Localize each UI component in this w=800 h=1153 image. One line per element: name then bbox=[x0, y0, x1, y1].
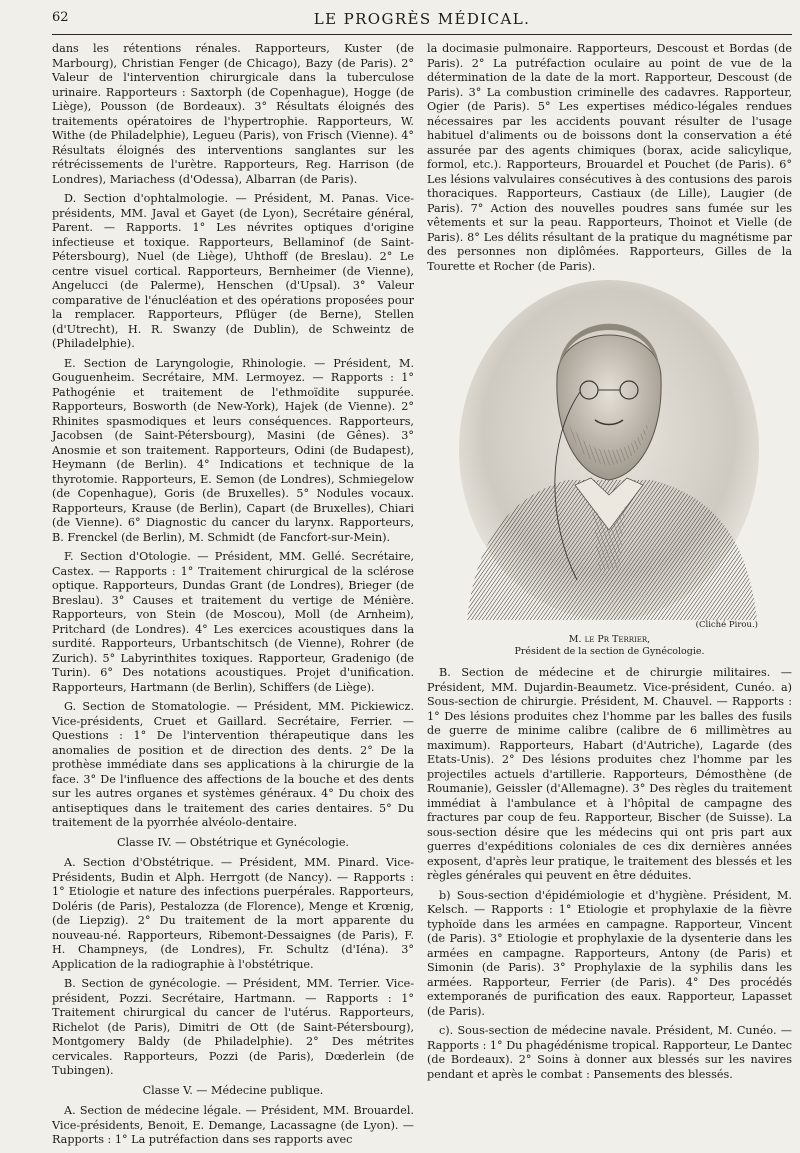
paragraph-urology-continued: dans les rétentions rénales. Rapporteurs, Kuster (de Marbourg), Christian Fenger (de Chicago), Bazy (de Paris). 2° Valeur de l'intervention chirurgicale dans la tuberculose urinaire. Rapporteurs : Saxtorph (de Copenhague), Hogge (de Liège), Pousson (de Bordeaux). 3° Résultats éloignés des traitements opératoires de l'hypertrophie. Rapporteurs, W. Withe (de Philadelphie), Legueu (Paris), von Frisch (Vienne). 4° Résultats éloignés des interventions sanglantes sur les rétrécissements de l'urètre. Rapporteurs, Reg. Harrison (de Londres), Mariachess (d'Odessa), Albarran (de Paris). bbox=[52, 42, 414, 186]
paragraph-laryngology: E. Section de Laryngologie, Rhinologie. — Président, M. Gouguenheim. Secrétaire, MM. Lermoyez. — Rapports : 1° Pathogénie et traitement de l'ethmoïdite suppurée. Rapporteurs, Bosworth (de New-York), Hajek (de Vienne). 2° Rhinites spasmodiques et leurs conséquences. Rapporteurs, Jacobsen (de Saint-Pétersbourg), Masini (de Gênes). 3° Anosmie et son traitement. Rapporteurs, Odini (de Budapest), Heymann (de Berlin). 4° Indications et technique de la thyrotomie. Rapporteurs, E. Semon (de Londres), Schmiegelow (de Copenhague), Goris (de Bruxelles). 5° Nodules vocaux. Rapporteurs, Krause (de Berlin), Capart (de Bruxelles), Chiari (de Vienne). 6° Diagnostic du cancer du larynx. Rapporteurs, B. Frenckel (de Berlin), M. Schmidt (de Fancfort-sur-Mein). bbox=[52, 356, 414, 544]
paragraph-naval-medicine: c). Sous-section de médecine navale. Président, M. Cunéo. — Rapports : 1° Du phagédénisme tropical. Rapporteur, Le Dantec (de Bordeaux). 2° Soins à donner aux blessés sur les navires pendant et après le combat : Pansements des blessés. bbox=[427, 1024, 792, 1081]
page-number: 62 bbox=[52, 10, 69, 25]
paragraph-military-medicine: B. Section de médecine et de chirurgie militaires. — Président, MM. Dujardin-Beaumetz. Vice-président, Cunéo. a) Sous-section de chirurgie. Président, M. Chauvel. — Rapports : 1° Des lésions produites chez l'homme par les balles des fusils de guerre de minime calibre (calibre de 6 millimètres au maximum). Rapporteurs, Habart (d'Autriche), Lagarde (des Etats-Unis). 2° Des lésions produites chez l'homme par les projectiles actuels d'artillerie. Rapporteurs, Démosthène (de Roumanie), Geissler (d'Allemagne). 3° Des règles du traitement immédiat à l'ambulance et à l'hôpital de campagne des fractures par coup de feu. Rapporteur, Bischer (de Suisse). La sous-section désire que les médecins qui ont pris part aux guerres d'expéditions coloniales de ces dix dernières années exposent, d'après leur pratique, le traitement des blessés et les règles générales qui peuvent en être déduites. bbox=[427, 666, 792, 882]
portrait-caption bbox=[427, 634, 792, 658]
paragraph-ophthalmology: D. Section d'ophtalmologie. — Président, M. Panas. Vice-présidents, MM. Javal et Gayet (de Lyon), Secrétaire général, Parent. — Rapports. 1° Les névrites optiques d'origine infectieuse et toxique. Rapporteurs, Bellaminof (de Saint-Pétersbourg), Nuel (de Liège), Uhthoff (de Breslau). 2° Le centre visuel cortical. Rapporteurs, Bernheimer (de Vienne), Angelucci (de Palerme), Henschen (d'Upsal). 3° Valeur comparative de l'énucléation et des opérations proposées pour la remplacer. Rapporteurs, Pflüger (de Berne), Stellen (d'Utrecht), H. R. Swanzy (de Dublin), de Schweintz de (Philadelphie). bbox=[52, 192, 414, 350]
class-v-heading: Classe V. — Médecine publique. bbox=[142, 1083, 324, 1097]
portrait-engraving bbox=[427, 280, 792, 632]
paragraph-gynecology: B. Section de gynécologie. — Président, MM. Terrier. Vice-président, Pozzi. Secrétaire, Hartmann. — Rapports : 1° Traitement chirurgical du cancer de l'utérus. Rapporteurs, Richelot (de Paris), Dimitri de Ott (de Saint-Pétersbourg), Montgomery Baldy (de Philadelphie). 2° Des métrites cervicales. Rapporteurs, Pozzi (de Paris), Dœderlein (de Tubingen). bbox=[52, 977, 414, 1077]
paragraph-legal-medicine-continued: la docimasie pulmonaire. Rapporteurs, Descoust et Bordas (de Paris). 2° La putréfaction oculaire au point de vue de la détermination de la date de la mort. Rapporteur, Descoust (de Paris). 3° La combustion criminelle des cadavres. Rapporteur, Ogier (de Paris). 5° Les expertises médico-légales rendues nécessaires par les accidents pouvant résulter de l'usage habituel d'aliments ou de boissons dont la conservation a été assurée par des agents chimiques (borax, acide salicylique, formol, etc.). Rapporteurs, Brouardel et Pouchet (de Paris). 6° Les lésions valvulaires consécutives à des contusions des parois thoraciques. Rapporteurs, Castiaux (de Lille), Laugier (de Paris). 7° Action des nouvelles poudres sans fumée sur les vêtements et sur la peau. Rapporteurs, Thoinot et Vielle (de Paris). 8° Les délits résultant de la pratique du magnétisme par des personnes non diplômées. Rapporteurs, Gilles de la Tourette et Rocher (de Paris). bbox=[427, 42, 792, 273]
paragraph-otology: F. Section d'Otologie. — Président, MM. Gellé. Secrétaire, Castex. — Rapports : 1° Traitement chirurgical de la sclérose optique. Rapporteurs, Dundas Grant (de Londres), Brieger (de Breslau). 3° Causes et traitement du vertige de Ménière. Rapporteurs, von Stein (de Moscou), Moll (de Arnheim), Pritchard (de Londres). 4° Les exercices acoustiques dans la surdité. Rapporteurs, Urbantschitsch (de Vienne), Rohrer (de Zurich). 5° Labyrinthites toxiques. Rapporteur, Gradenigo (de Turin). 6° Des notations acoustiques. Projet d'unification. Rapporteurs, Hartmann (de Berlin), Schiffers (de Liège). bbox=[52, 550, 414, 694]
caption-name: M. le Pr Terrier, bbox=[568, 634, 651, 645]
header-rule bbox=[52, 34, 792, 35]
paragraph-legal-medicine: A. Section de médecine légale. — Président, MM. Brouardel. Vice-présidents, Benoit, E. Demange, Lacassagne (de Lyon). — Rapports : 1° La putréfaction dans ses rapports avec bbox=[52, 1104, 414, 1146]
caption-role: Président de la section de Gynécologie. bbox=[514, 646, 705, 657]
right-column bbox=[427, 42, 792, 1087]
paragraph-obstetrics: A. Section d'Obstétrique. — Président, MM. Pinard. Vice-Présidents, Budin et Alph. Herrgott (de Nancy). — Rapports : 1° Etiologie et nature des infections puerpérales. Rapporteurs, Doléris (de Paris), Pestalozza (de Florence), Menge et Krœnig, (de Liepzig). 2° Du traitement de la mort apparente du nouveau-né. Rapporteurs, Ribemont-Dessaignes (de Paris), F. H. Champneys, (de Londres), Fr. Schultz (d'Iéna). 3° Application de la radiographie à l'obstétrique. bbox=[52, 856, 414, 971]
page-header bbox=[52, 10, 792, 34]
class-iv-heading: Classe IV. — Obstétrique et Gynécologie. bbox=[116, 835, 349, 849]
running-title: LE PROGRÈS MÉDICAL. bbox=[313, 10, 531, 28]
paragraph-epidemiology: b) Sous-section d'épidémiologie et d'hygiène. Président, M. Kelsch. — Rapports : 1° Etiologie et prophylaxie de la fièvre typhoïde dans les armées en campagne. Rapporteur, Vincent (de Paris). 3° Etiologie et prophylaxie de la dysenterie dans les armées en campagne. Rapporteurs, Antony (de Paris) et Simonin (de Paris). 3° Prophylaxie de la syphilis dans les armées. Rapporteur, Ferrier (de Paris). 4° Des procédés extemporanés de purification des eaux. Rapporteur, Lapasset (de Paris). bbox=[427, 888, 792, 1018]
portrait-illustration bbox=[427, 280, 792, 620]
left-column bbox=[52, 42, 414, 1153]
photo-credit: (Cliché Pirou.) bbox=[695, 619, 758, 630]
paragraph-stomatology: G. Section de Stomatologie. — Président, MM. Pickiewicz. Vice-présidents, Cruet et Gaillard. Secrétaire, Ferrier. — Questions : 1° De l'intervention thérapeutique dans les anomalies de position et de direction des dents. 2° De la prothèse immédiate dans ses applications à la chirurgie de la face. 3° De l'influence des affections de la bouche et des dents sur les autres organes et systèmes généraux. 4° Du choix des antiseptiques dans le traitement des caries dentaires. 5° Du traitement de la pyorrhée alvéolo-dentaire. bbox=[52, 700, 414, 829]
